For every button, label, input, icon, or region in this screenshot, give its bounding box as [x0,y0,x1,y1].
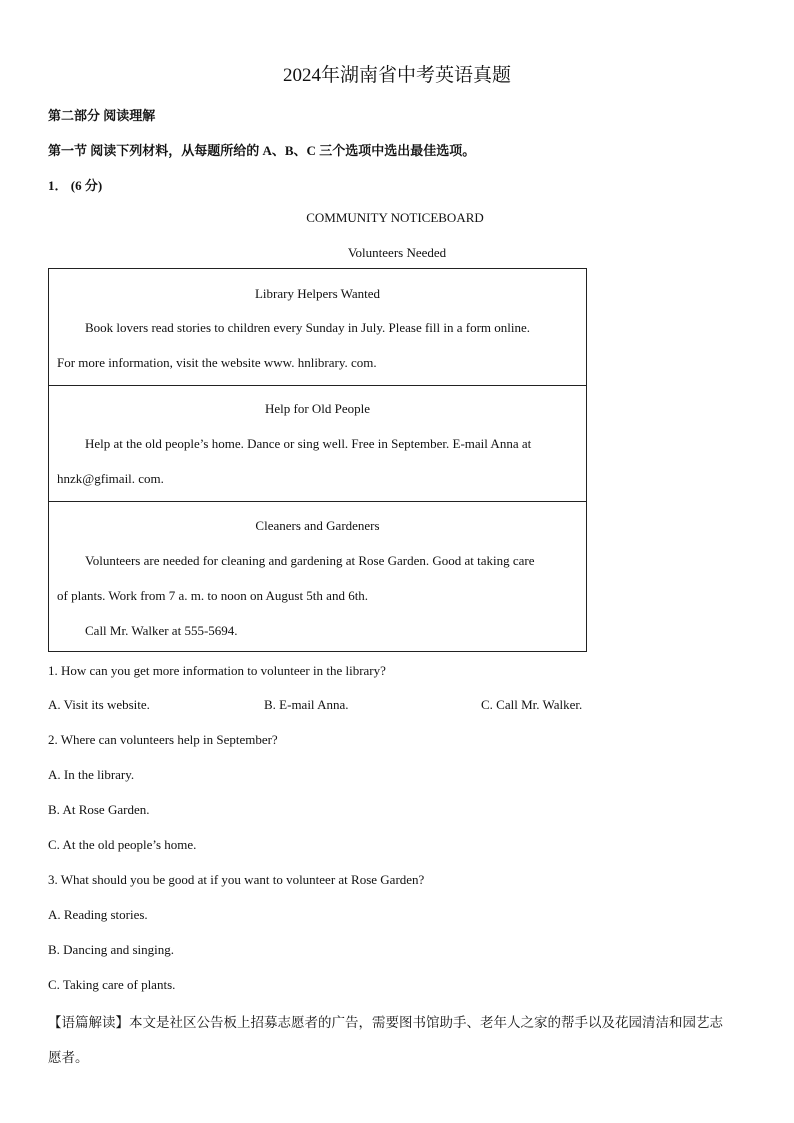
question-stem: 2. Where can volunteers help in September? [48,732,278,747]
notice-section-gardeners [49,502,586,651]
section-instruction: 第一节 阅读下列材料，从每题所给的 A、B、C 三个选项中选出最佳选项。 [48,143,476,158]
notice-section-text: Call Mr. Walker at 555-5694. [85,623,238,638]
option-c: C. Call Mr. Walker. [481,697,583,712]
question-stem: 1. How can you get more information to volunteer in the library? [48,663,386,678]
notice-section-text: Book lovers read stories to children every Sunday in July. Please fill in a form online. [85,320,531,335]
notice-section-library [49,269,586,386]
notice-section-text: For more information, visit the website www. hnlibrary. com. [57,355,377,370]
notice-section-heading: Help for Old People [264,401,371,416]
document-title: 2024年湖南省中考英语真题 [282,65,511,86]
option-a: A. Visit its website. [48,697,150,712]
option-b: B. At Rose Garden. [48,802,150,817]
option-a: A. Reading stories. [48,907,148,922]
notice-section-heading: Library Helpers Wanted [254,286,381,301]
notice-section-text: Help at the old people’s home. Dance or sing well. Free in September. E-mail Anna at [85,436,532,451]
question-stem: 3. What should you be good at if you want to volunteer at Rose Garden? [48,872,425,887]
noticeboard-table [48,268,587,652]
analysis-text: 愿者。 [48,1050,89,1065]
notice-subtitle: Volunteers Needed [347,245,447,260]
option-a: A. In the library. [48,767,135,782]
notice-section-heading: Cleaners and Gardeners [255,518,380,533]
notice-section-old-people [49,386,586,502]
notice-section-text: hnzk@gfimail. com. [57,471,164,486]
option-c: C. At the old people’s home. [48,837,197,852]
option-b: B. E-mail Anna. [264,697,349,712]
notice-section-text: Volunteers are needed for cleaning and gardening at Rose Garden. Good at taking care [85,553,535,568]
option-b: B. Dancing and singing. [48,942,175,957]
question-number: 1． (6 分) [48,178,103,193]
part-heading: 第二部分 阅读理解 [48,108,156,123]
option-c: C. Taking care of plants. [48,977,176,992]
notice-title: COMMUNITY NOTICEBOARD [306,210,484,225]
analysis-text: 【语篇解读】本文是社区公告板上招募志愿者的广告，需要图书馆助手、老年人之家的帮手以及花园清洁和园艺志 [48,1015,723,1030]
notice-section-text: of plants. Work from 7 a. m. to noon on August 5th and 6th. [57,588,369,603]
